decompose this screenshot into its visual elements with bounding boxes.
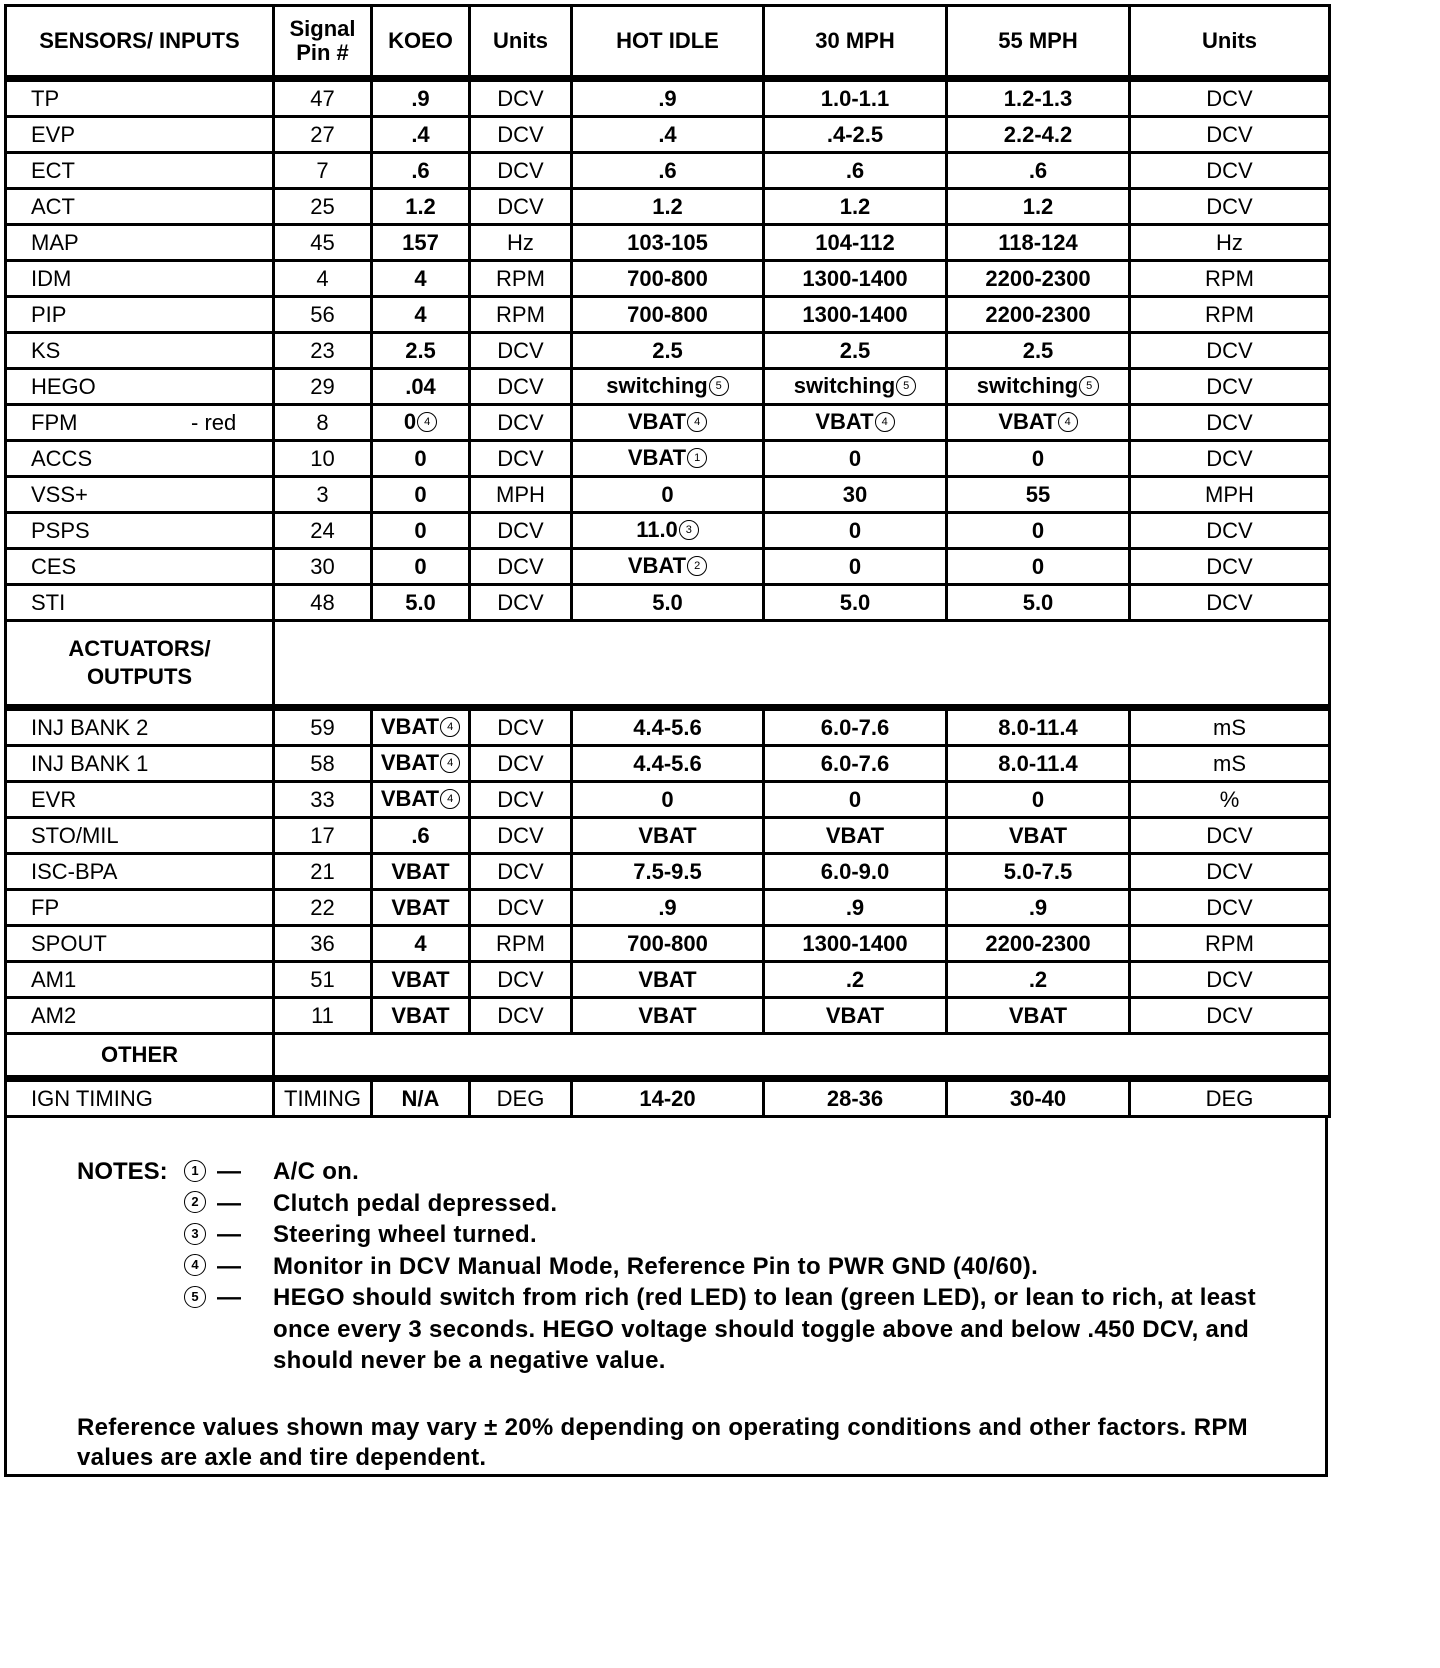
mph-30-value: .2 (764, 962, 947, 998)
table-row (6, 854, 1330, 890)
units-value-2: DCV (1130, 117, 1330, 153)
mph-30-value: .9 (764, 890, 947, 926)
table-row (6, 708, 1330, 746)
units-value: RPM (470, 297, 572, 333)
note-item (77, 1156, 1257, 1188)
note-number (183, 1156, 217, 1188)
note-item (77, 1188, 1257, 1220)
units-value: RPM (470, 926, 572, 962)
units-value-2: DCV (1130, 818, 1330, 854)
mph-55-value: .2 (947, 962, 1130, 998)
units-value-2: DCV (1130, 998, 1330, 1034)
header-koeo: KOEO (372, 6, 470, 79)
note-4-circle-icon: 4 (875, 412, 895, 432)
signal-pin: 56 (274, 297, 372, 333)
mph-55-value: 0 (947, 549, 1130, 585)
reference-values-table (4, 4, 1331, 1118)
other-section (6, 1079, 1330, 1117)
units-value-2: mS (1130, 708, 1330, 746)
units-value: DEG (470, 1079, 572, 1117)
hot-idle-value: 2.5 (572, 333, 764, 369)
note-text: Monitor in DCV Manual Mode, Reference Pin to PWR GND (40/60). (273, 1252, 1039, 1280)
table-row (6, 782, 1330, 818)
note-number (183, 1251, 217, 1283)
header-sensors-inputs: SENSORS/ INPUTS (6, 6, 274, 79)
hot-idle-value: VBAT 2 (572, 549, 764, 585)
signal-pin: 10 (274, 441, 372, 477)
note-5-circle-icon: 5 (1079, 376, 1099, 396)
signal-pin: 29 (274, 369, 372, 405)
hot-idle-value: VBAT (572, 998, 764, 1034)
note-5-circle-icon: 5 (709, 376, 729, 396)
mph-30-value: 1300-1400 (764, 297, 947, 333)
component-name: INJ BANK 1 (6, 746, 274, 782)
koeo-value: VBAT (372, 890, 470, 926)
table-row (6, 117, 1330, 153)
hot-idle-value: VBAT (572, 818, 764, 854)
hot-idle-value: 4.4-5.6 (572, 708, 764, 746)
mph-30-value: 1.2 (764, 189, 947, 225)
units-value-2: DCV (1130, 333, 1330, 369)
notes-content (77, 1156, 1257, 1473)
signal-pin: 27 (274, 117, 372, 153)
table-row (6, 585, 1330, 621)
mph-55-value: 2.5 (947, 333, 1130, 369)
signal-pin: 21 (274, 854, 372, 890)
koeo-value: VBAT (372, 962, 470, 998)
table-row (6, 189, 1330, 225)
signal-pin: 36 (274, 926, 372, 962)
header-55-mph: 55 MPH (947, 6, 1130, 79)
table-row (6, 549, 1330, 585)
component-name: IGN TIMING (6, 1079, 274, 1117)
mph-30-value: 0 (764, 782, 947, 818)
signal-pin: TIMING (274, 1079, 372, 1117)
mph-55-value: 5.0 (947, 585, 1130, 621)
units-value: DCV (470, 189, 572, 225)
mph-55-value: 55 (947, 477, 1130, 513)
table-header-row (6, 6, 1330, 79)
units-value: DCV (470, 998, 572, 1034)
koeo-value: 4 (372, 261, 470, 297)
mph-55-value: 2200-2300 (947, 926, 1130, 962)
koeo-value: .4 (372, 117, 470, 153)
section-spacer (274, 1034, 1330, 1079)
mph-55-value: 0 (947, 513, 1130, 549)
section-row-actuators-outputs (6, 621, 1330, 708)
hot-idle-value: VBAT (572, 962, 764, 998)
mph-30-value: VBAT 4 (764, 405, 947, 441)
note-dash: — (217, 1284, 241, 1311)
table-row (6, 405, 1330, 441)
table-row (6, 513, 1330, 549)
units-value-2: DCV (1130, 79, 1330, 117)
hot-idle-value: 7.5-9.5 (572, 854, 764, 890)
units-value: DCV (470, 405, 572, 441)
table-row (6, 746, 1330, 782)
units-value-2: MPH (1130, 477, 1330, 513)
component-name: ACCS (6, 441, 274, 477)
signal-pin: 48 (274, 585, 372, 621)
units-value: DCV (470, 441, 572, 477)
units-value: DCV (470, 117, 572, 153)
mph-55-value: 30-40 (947, 1079, 1130, 1117)
units-value: DCV (470, 782, 572, 818)
table-row (6, 333, 1330, 369)
component-name: EVP (6, 117, 274, 153)
hot-idle-value: .9 (572, 79, 764, 117)
units-value: DCV (470, 585, 572, 621)
mph-55-value: switching 5 (947, 369, 1130, 405)
table-row (6, 926, 1330, 962)
component-name: ISC-BPA (6, 854, 274, 890)
component-name: VSS+ (6, 477, 274, 513)
component-name: HEGO (6, 369, 274, 405)
units-value: DCV (470, 962, 572, 998)
note-2-circle-icon: 2 (184, 1191, 206, 1213)
section-spacer (274, 621, 1330, 708)
component-name: STO/MIL (6, 818, 274, 854)
mph-30-value: .6 (764, 153, 947, 189)
mph-30-value: 6.0-9.0 (764, 854, 947, 890)
component-name: AM1 (6, 962, 274, 998)
note-number (183, 1188, 217, 1220)
units-value-2: DCV (1130, 854, 1330, 890)
note-text: HEGO should switch from rich (red LED) to lean (green LED), or lean to rich, at least once every 3 seconds. HEGO voltage should toggle above and below .450 DCV, and should never be a negative value. (273, 1284, 1256, 1374)
component-name: ECT (6, 153, 274, 189)
mph-55-value: 0 (947, 441, 1130, 477)
table-row (6, 1079, 1330, 1117)
note-1-circle-icon: 1 (687, 448, 707, 468)
notes-panel (4, 1118, 1328, 1477)
note-4-circle-icon: 4 (417, 412, 437, 432)
hot-idle-value: 700-800 (572, 926, 764, 962)
koeo-value: 0 (372, 441, 470, 477)
mph-30-value: VBAT (764, 818, 947, 854)
mph-30-value: 1.0-1.1 (764, 79, 947, 117)
units-value: DCV (470, 333, 572, 369)
note-dash: — (217, 1189, 241, 1217)
hot-idle-value: .9 (572, 890, 764, 926)
reference-values-sheet (4, 4, 1328, 1477)
note-4-circle-icon: 4 (440, 789, 460, 809)
mph-55-value: VBAT (947, 998, 1130, 1034)
reference-disclaimer: Reference values shown may vary ± 20% depending on operating conditions and other factors. RPM values are axle and tire dependent. (77, 1413, 1248, 1471)
koeo-value: .9 (372, 79, 470, 117)
inputs-section (6, 79, 1330, 621)
mph-30-value: 0 (764, 513, 947, 549)
table-row (6, 818, 1330, 854)
koeo-value: 5.0 (372, 585, 470, 621)
table-row (6, 297, 1330, 333)
units-value: DCV (470, 513, 572, 549)
mph-55-value: 2200-2300 (947, 261, 1130, 297)
signal-pin: 30 (274, 549, 372, 585)
units-value: DCV (470, 549, 572, 585)
koeo-value: 2.5 (372, 333, 470, 369)
units-value-2: DEG (1130, 1079, 1330, 1117)
signal-pin: 11 (274, 998, 372, 1034)
hot-idle-value: 4.4-5.6 (572, 746, 764, 782)
note-4-circle-icon: 4 (1058, 412, 1078, 432)
component-name: ACT (6, 189, 274, 225)
units-value-2: RPM (1130, 261, 1330, 297)
signal-pin: 4 (274, 261, 372, 297)
koeo-value: VBAT 4 (372, 708, 470, 746)
component-name: SPOUT (6, 926, 274, 962)
note-number (183, 1219, 217, 1251)
koeo-value: VBAT (372, 854, 470, 890)
mph-55-value: 0 (947, 782, 1130, 818)
component-name: PIP (6, 297, 274, 333)
note-3-circle-icon: 3 (184, 1223, 206, 1245)
units-value-2: DCV (1130, 890, 1330, 926)
outputs-section-header (6, 621, 1330, 708)
units-value-2: DCV (1130, 513, 1330, 549)
mph-30-value: 28-36 (764, 1079, 947, 1117)
note-text: A/C on. (273, 1158, 360, 1185)
hot-idle-value: .4 (572, 117, 764, 153)
koeo-value: VBAT 4 (372, 782, 470, 818)
table-row (6, 477, 1330, 513)
table-row (6, 79, 1330, 117)
signal-pin: 24 (274, 513, 372, 549)
table-row (6, 962, 1330, 998)
note-3-circle-icon: 3 (679, 520, 699, 540)
note-item (77, 1219, 1257, 1251)
koeo-value: .04 (372, 369, 470, 405)
note-text: Steering wheel turned. (273, 1221, 537, 1248)
signal-pin: 3 (274, 477, 372, 513)
note-item (77, 1251, 1257, 1283)
table-row (6, 261, 1330, 297)
table-row (6, 153, 1330, 189)
units-value-2: DCV (1130, 189, 1330, 225)
units-value: DCV (470, 854, 572, 890)
hot-idle-value: 103-105 (572, 225, 764, 261)
note-4-circle-icon: 4 (440, 717, 460, 737)
mph-55-value: 8.0-11.4 (947, 708, 1130, 746)
units-value-2: DCV (1130, 962, 1330, 998)
koeo-value: .6 (372, 818, 470, 854)
signal-pin: 33 (274, 782, 372, 818)
signal-pin: 25 (274, 189, 372, 225)
outputs-section (6, 708, 1330, 1034)
mph-55-value: VBAT (947, 818, 1130, 854)
koeo-value: 4 (372, 297, 470, 333)
koeo-value: 0 4 (372, 405, 470, 441)
koeo-value: .6 (372, 153, 470, 189)
mph-30-value: 30 (764, 477, 947, 513)
component-name: KS (6, 333, 274, 369)
units-value: DCV (470, 79, 572, 117)
hot-idle-value: switching 5 (572, 369, 764, 405)
mph-30-value: 1300-1400 (764, 926, 947, 962)
units-value: DCV (470, 890, 572, 926)
note-dash: — (217, 1221, 241, 1248)
units-value-2: RPM (1130, 297, 1330, 333)
mph-55-value: 5.0-7.5 (947, 854, 1130, 890)
note-4-circle-icon: 4 (687, 412, 707, 432)
hot-idle-value: 5.0 (572, 585, 764, 621)
hot-idle-value: 1.2 (572, 189, 764, 225)
section-label-actuators-outputs: ACTUATORS/ OUTPUTS (6, 621, 274, 708)
signal-pin: 22 (274, 890, 372, 926)
component-name: MAP (6, 225, 274, 261)
header-30-mph: 30 MPH (764, 6, 947, 79)
hot-idle-value: 0 (572, 782, 764, 818)
note-text: Clutch pedal depressed. (273, 1189, 558, 1217)
note-5-circle-icon: 5 (184, 1286, 206, 1308)
koeo-value: 0 (372, 477, 470, 513)
mph-30-value: VBAT (764, 998, 947, 1034)
units-value: DCV (470, 153, 572, 189)
notes-label: NOTES: (77, 1158, 168, 1185)
koeo-value: 1.2 (372, 189, 470, 225)
units-value: DCV (470, 818, 572, 854)
section-label-other: OTHER (6, 1034, 274, 1079)
mph-30-value: 2.5 (764, 333, 947, 369)
header-signal-pin: Signal Pin # (274, 6, 372, 79)
table-row (6, 890, 1330, 926)
mph-55-value: 118-124 (947, 225, 1130, 261)
units-value: RPM (470, 261, 572, 297)
note-1-circle-icon: 1 (184, 1160, 206, 1182)
mph-30-value: 6.0-7.6 (764, 746, 947, 782)
mph-30-value: 6.0-7.6 (764, 708, 947, 746)
note-dash: — (217, 1252, 241, 1280)
note-4-circle-icon: 4 (184, 1254, 206, 1276)
units-value-2: RPM (1130, 926, 1330, 962)
hot-idle-value: VBAT 1 (572, 441, 764, 477)
hot-idle-value: 700-800 (572, 297, 764, 333)
signal-pin: 58 (274, 746, 372, 782)
hot-idle-value: VBAT 4 (572, 405, 764, 441)
hot-idle-value: .6 (572, 153, 764, 189)
component-name: EVR (6, 782, 274, 818)
section-row-other (6, 1034, 1330, 1079)
units-value-2: mS (1130, 746, 1330, 782)
other-section-header (6, 1034, 1330, 1079)
hot-idle-value: 700-800 (572, 261, 764, 297)
note-dash: — (217, 1158, 241, 1185)
koeo-value: 0 (372, 513, 470, 549)
component-name: IDM (6, 261, 274, 297)
component-name: AM2 (6, 998, 274, 1034)
mph-55-value: 2200-2300 (947, 297, 1130, 333)
component-name: FPM - red (6, 405, 274, 441)
koeo-value: N/A (372, 1079, 470, 1117)
units-value-2: DCV (1130, 405, 1330, 441)
koeo-value: VBAT (372, 998, 470, 1034)
note-number (183, 1282, 217, 1314)
units-value: DCV (470, 708, 572, 746)
header-hot-idle: HOT IDLE (572, 6, 764, 79)
header-units-2: Units (1130, 6, 1330, 79)
signal-pin: 45 (274, 225, 372, 261)
mph-30-value: 5.0 (764, 585, 947, 621)
mph-55-value: 2.2-4.2 (947, 117, 1130, 153)
signal-pin: 23 (274, 333, 372, 369)
component-name: CES (6, 549, 274, 585)
mph-30-value: 1300-1400 (764, 261, 947, 297)
mph-30-value: 0 (764, 549, 947, 585)
component-name: TP (6, 79, 274, 117)
signal-pin: 59 (274, 708, 372, 746)
units-value: DCV (470, 746, 572, 782)
table-row (6, 225, 1330, 261)
signal-pin: 7 (274, 153, 372, 189)
mph-30-value: 104-112 (764, 225, 947, 261)
units-value-2: % (1130, 782, 1330, 818)
mph-55-value: .9 (947, 890, 1130, 926)
units-value-2: DCV (1130, 585, 1330, 621)
mph-55-value: VBAT 4 (947, 405, 1130, 441)
units-value: Hz (470, 225, 572, 261)
mph-30-value: 0 (764, 441, 947, 477)
koeo-value: 0 (372, 549, 470, 585)
table-row (6, 441, 1330, 477)
mph-30-value: .4-2.5 (764, 117, 947, 153)
table-row (6, 369, 1330, 405)
mph-30-value: switching 5 (764, 369, 947, 405)
signal-pin: 51 (274, 962, 372, 998)
mph-55-value: 1.2-1.3 (947, 79, 1130, 117)
signal-pin: 8 (274, 405, 372, 441)
units-value: MPH (470, 477, 572, 513)
signal-pin: 47 (274, 79, 372, 117)
hot-idle-value: 11.0 3 (572, 513, 764, 549)
note-2-circle-icon: 2 (687, 556, 707, 576)
koeo-value: 157 (372, 225, 470, 261)
component-name: INJ BANK 2 (6, 708, 274, 746)
wire-color-label: - red (191, 409, 237, 435)
units-value-2: DCV (1130, 441, 1330, 477)
koeo-value: 4 (372, 926, 470, 962)
component-name: STI (6, 585, 274, 621)
header-units: Units (470, 6, 572, 79)
units-value: DCV (470, 369, 572, 405)
koeo-value: VBAT 4 (372, 746, 470, 782)
note-5-circle-icon: 5 (896, 376, 916, 396)
mph-55-value: 8.0-11.4 (947, 746, 1130, 782)
component-name: PSPS (6, 513, 274, 549)
mph-55-value: .6 (947, 153, 1130, 189)
hot-idle-value: 0 (572, 477, 764, 513)
component-name: FP (6, 890, 274, 926)
note-item (77, 1282, 1257, 1377)
units-value-2: DCV (1130, 369, 1330, 405)
table-row (6, 998, 1330, 1034)
units-value-2: DCV (1130, 153, 1330, 189)
note-4-circle-icon: 4 (440, 753, 460, 773)
units-value-2: Hz (1130, 225, 1330, 261)
hot-idle-value: 14-20 (572, 1079, 764, 1117)
units-value-2: DCV (1130, 549, 1330, 585)
mph-55-value: 1.2 (947, 189, 1130, 225)
signal-pin: 17 (274, 818, 372, 854)
